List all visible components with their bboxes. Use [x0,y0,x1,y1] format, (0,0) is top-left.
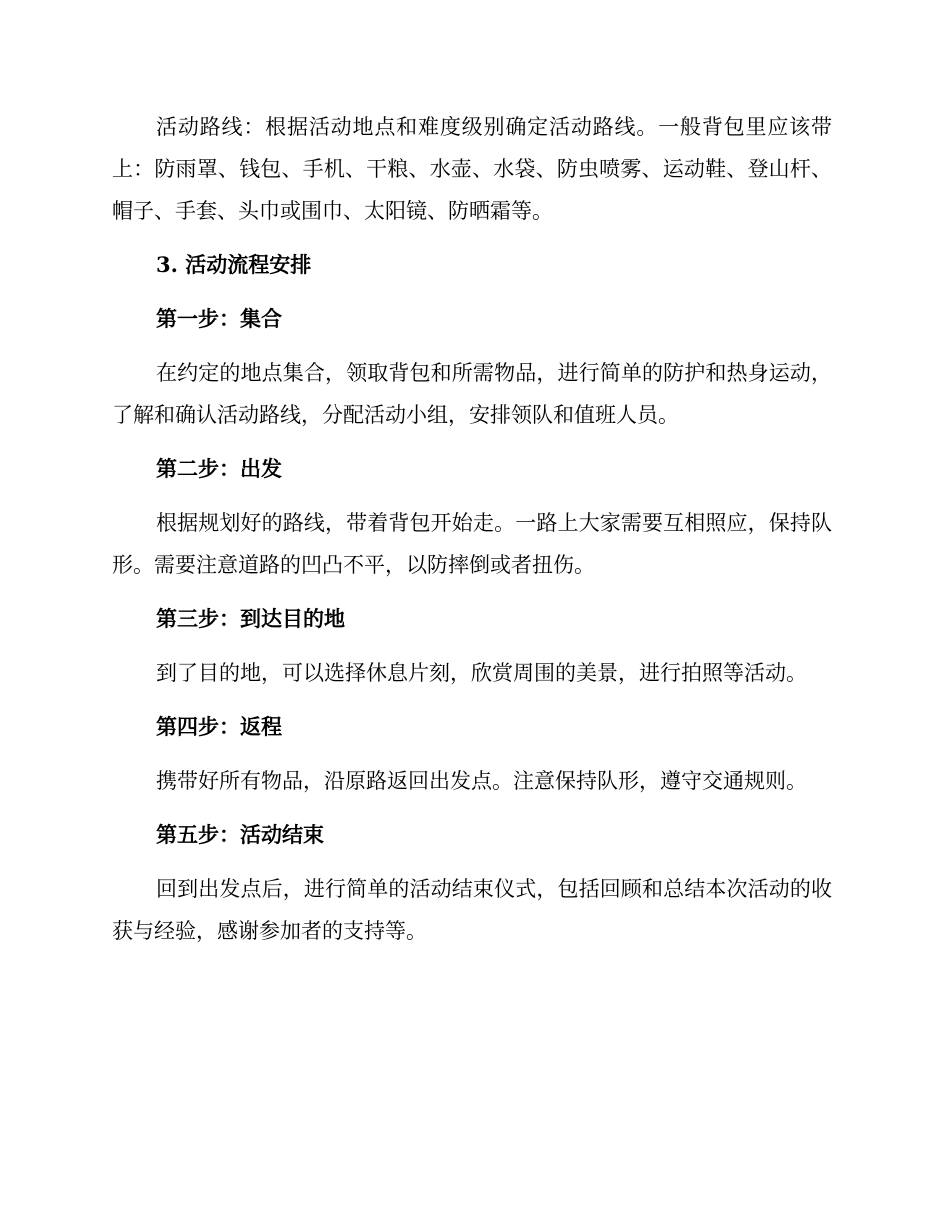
intro-paragraph: 活动路线：根据活动地点和难度级别确定活动路线。一般背包里应该带上：防雨罩、钱包、手机、干粮、水壶、水袋、防虫喷雾、运动鞋、登山杆、帽子、手套、头巾或围巾、太阳镜、防晒霜等。 [112,115,832,223]
step-1-text: 在约定的地点集合，领取背包和所需物品，进行简单的防护和热身运动，了解和确认活动路线，分配活动小组，安排领队和值班人员。 [112,361,832,427]
step-5-heading: 第五步：活动结束 [156,822,324,847]
step-3-heading: 第三步：到达目的地 [156,606,345,631]
step-3-text: 到了目的地，可以选择休息片刻，欣赏周围的美景，进行拍照等活动。 [156,661,807,685]
step-5-text: 回到出发点后，进行简单的活动结束仪式，包括回顾和总结本次活动的收获与经验，感谢参加者的支持等。 [112,877,832,943]
section-heading: 3. 活动流程安排 [156,252,312,277]
document-page [112,106,832,952]
step-4-text: 携带好所有物品，沿原路返回出发点。注意保持队形，遵守交通规则。 [156,769,807,793]
step-2-text: 根据规划好的路线，带着背包开始走。一路上大家需要互相照应，保持队形。需要注意道路的凹凸不平，以防摔倒或者扭伤。 [112,511,832,577]
step-2-heading: 第二步：出发 [156,456,282,481]
step-1-heading: 第一步：集合 [156,306,282,331]
step-4-heading: 第四步：返程 [156,714,282,739]
